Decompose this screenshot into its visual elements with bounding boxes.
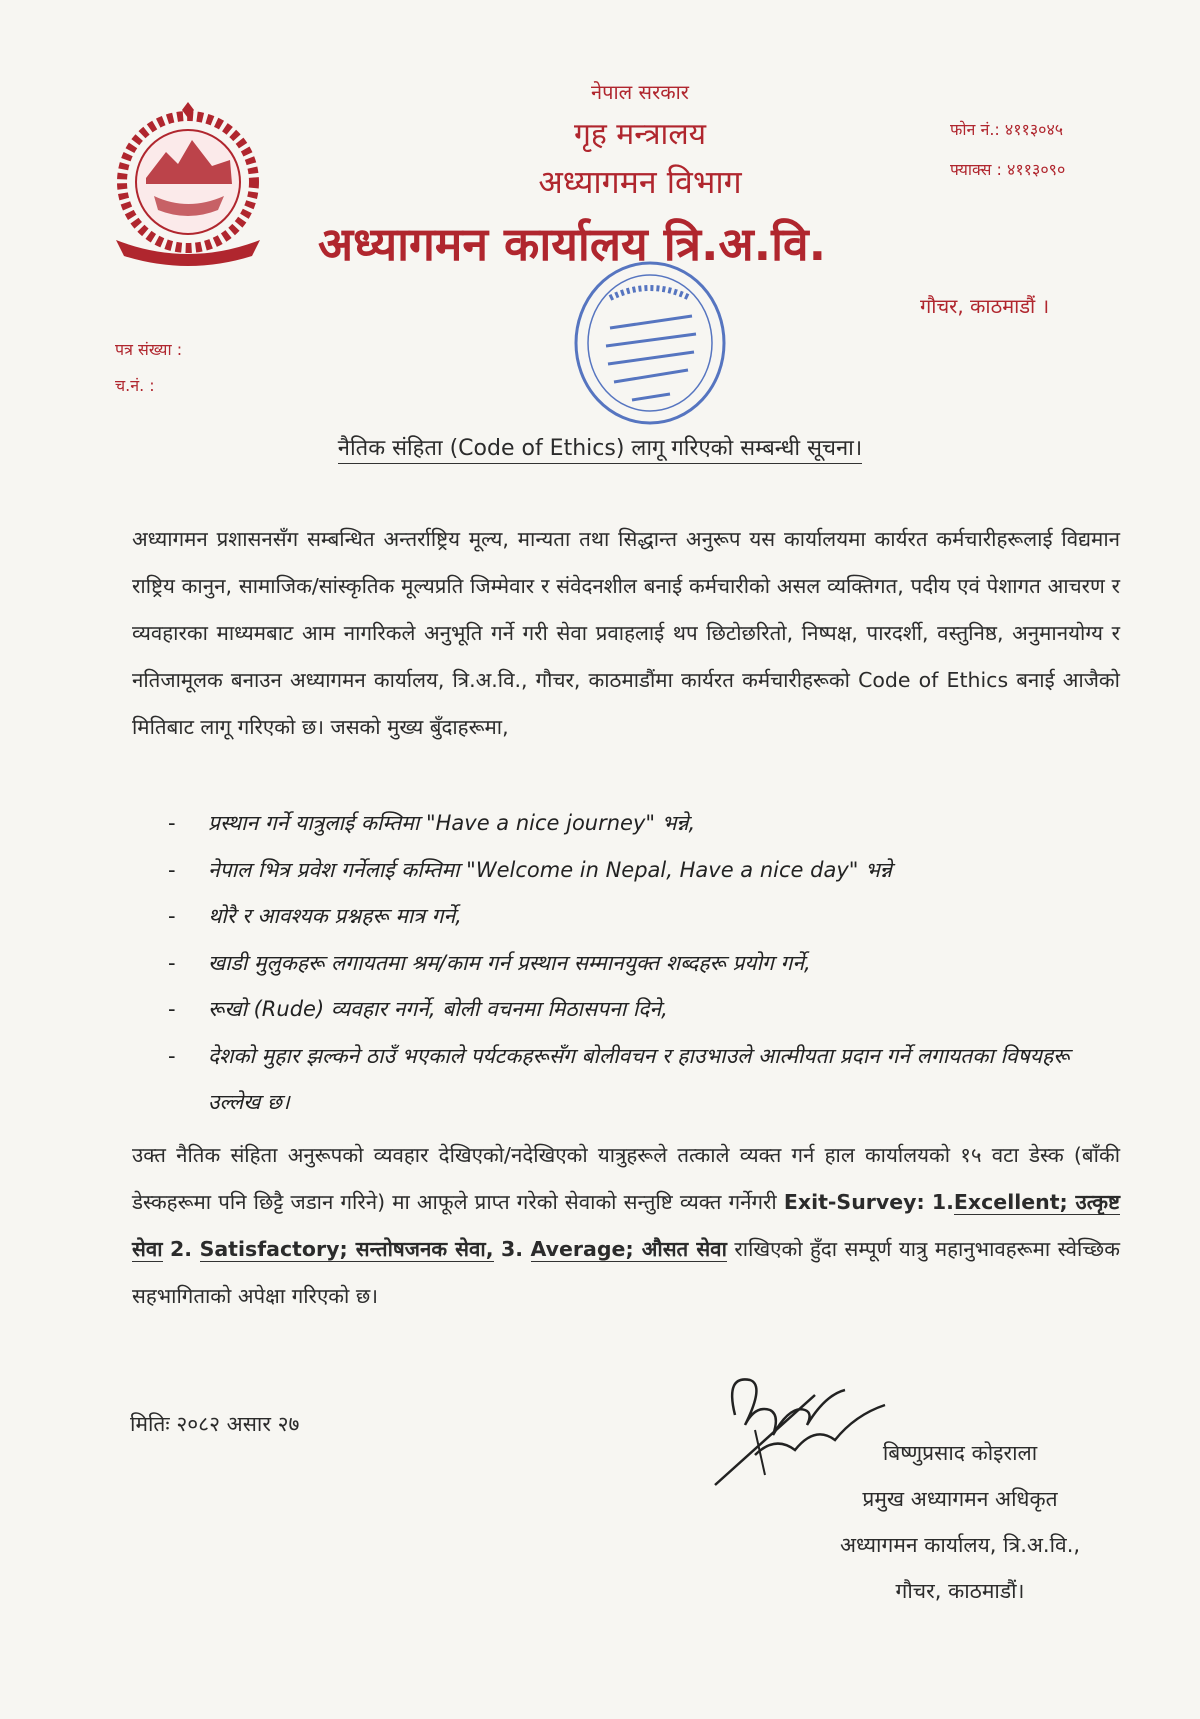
survey-option-excellent: Excellent; उत्कृष्ट सेवा — [132, 1190, 1120, 1261]
intro-paragraph: अध्यागमन प्रशासनसँग सम्बन्धित अन्तर्राष्ट्रिय मूल्य, मान्यता तथा सिद्धान्त अनुरूप यस कार्यालयमा कार्यरत कर्मचारीहरूलाई विद्यमान राष्ट्रिय कानुन, सामाजिक/सांस्कृतिक मूल्यप्रति जिम्मेवार र संवेदनशील बनाई कर्मचारीको असल व्यक्तिगत, पदीय एवं पेशागत आचरण र व्यवहारका माध्यमबाट आम नागरिकले अनुभूति गर्ने गरी सेवा प्रवाहलाई थप छिटोछरितो, निष्पक्ष, पारदर्शी, वस्तुनिष्ठ, अनुमानयोग्य र नतिजामूलक बनाउन अध्यागमन कार्यालय, त्रि.अ.वि., गौचर, काठमाडौंमा कार्यरत कर्मचारीहरूको Code of Ethics बनाई आजैको मितिबाट लागू गरिएको छ। जसको मुख्य बुँदाहरूमा, — [132, 527, 1120, 739]
fax-number: फ्याक्स : ४११३०९० — [950, 160, 1066, 179]
exit-survey-paragraph — [132, 1132, 1120, 1320]
office-location: गौचर, काठमाडौं । — [920, 294, 1050, 318]
list-item: - देशको मुहार झल्कने ठाउँ भएकाले पर्यटकहरूसँग बोलीवचन र हाउभाउले आत्मीयता प्रदान गर्ने लगायतका विषयहरू उल्लेख छ। — [168, 1033, 1120, 1126]
list-item: - प्रस्थान गर्ने यात्रुलाई कम्तिमा "Have a nice journey" भन्ने, — [168, 800, 1120, 847]
signatory-office: अध्यागमन कार्यालय, त्रि.अ.वि., — [839, 1533, 1081, 1557]
exit-survey-intro: उक्त नैतिक संहिता अनुरूपको व्यवहार देखिएको/नदेखिएको यात्रुहरूले तत्काले व्यक्त गर्न हाल कार्यालयको १५ वटा डेस्क (बाँकी डेस्कहरूमा पनि छिट्टै जडान गरिने) मा आफूले प्राप्त गरेको सेवाको सन्तुष्टि व्यक्त गर्नेगरी — [132, 1143, 1120, 1214]
office-title: अध्यागमन कार्यालय त्रि.अ.वि. — [318, 217, 827, 271]
survey-option-number: 2. — [170, 1237, 193, 1261]
office-stamp-icon — [570, 258, 730, 428]
list-item: - खाडी मुलुकहरू लगायतमा श्रम/काम गर्न प्रस्थान सम्मानयुक्त शब्दहरू प्रयोग गर्ने, — [168, 940, 1120, 987]
government-name: नेपाल सरकार — [591, 80, 689, 104]
list-item: - नेपाल भित्र प्रवेश गर्नेलाई कम्तिमा "Welcome in Nepal, Have a nice day" भन्ने — [168, 847, 1120, 894]
list-item: - थोरै र आवश्यक प्रश्नहरू मात्र गर्ने, — [168, 893, 1120, 940]
survey-option-satisfactory: Satisfactory; सन्तोषजनक सेवा, — [199, 1237, 494, 1261]
survey-option-average: Average; औसत सेवा — [530, 1237, 727, 1261]
nepal-emblem-icon — [108, 100, 268, 270]
department-name: अध्यागमन विभाग — [538, 163, 742, 201]
code-of-ethics-list — [168, 800, 1120, 1126]
ministry-name: गृह मन्त्रालय — [573, 117, 707, 152]
list-item: - रूखो (Rude) व्यवहार नगर्ने, बोली वचनमा मिठासपना दिने, — [168, 986, 1120, 1033]
letter-number-label: पत्र संख्या : — [115, 340, 183, 359]
dispatch-number-label: च.नं. : — [115, 376, 155, 395]
issue-date: मितिः २०८२ असार २७ — [130, 1412, 300, 1436]
signatory-block — [780, 1430, 1140, 1614]
survey-option-number: 3. — [501, 1237, 524, 1261]
phone-number: फोन नं.: ४११३०४५ — [950, 120, 1064, 139]
signatory-name: बिष्णुप्रसाद कोइराला — [882, 1441, 1038, 1465]
exit-survey-outro: राखिएको हुँदा सम्पूर्ण यात्रु महानुभावहरूमा स्वेच्छिक सहभागिताको अपेक्षा गरिएको छ। — [132, 1237, 1120, 1308]
exit-survey-label: Exit-Survey: — [783, 1190, 925, 1214]
signatory-title: प्रमुख अध्यागमन अधिकृत — [862, 1487, 1058, 1511]
notice-subject — [0, 432, 1200, 462]
survey-option-number: 1. — [931, 1190, 954, 1214]
notice-subject-text: नैतिक संहिता (Code of Ethics) लागू गरिएको सम्बन्धी सूचना। — [338, 436, 862, 464]
signatory-location: गौचर, काठमाडौं। — [895, 1579, 1025, 1603]
